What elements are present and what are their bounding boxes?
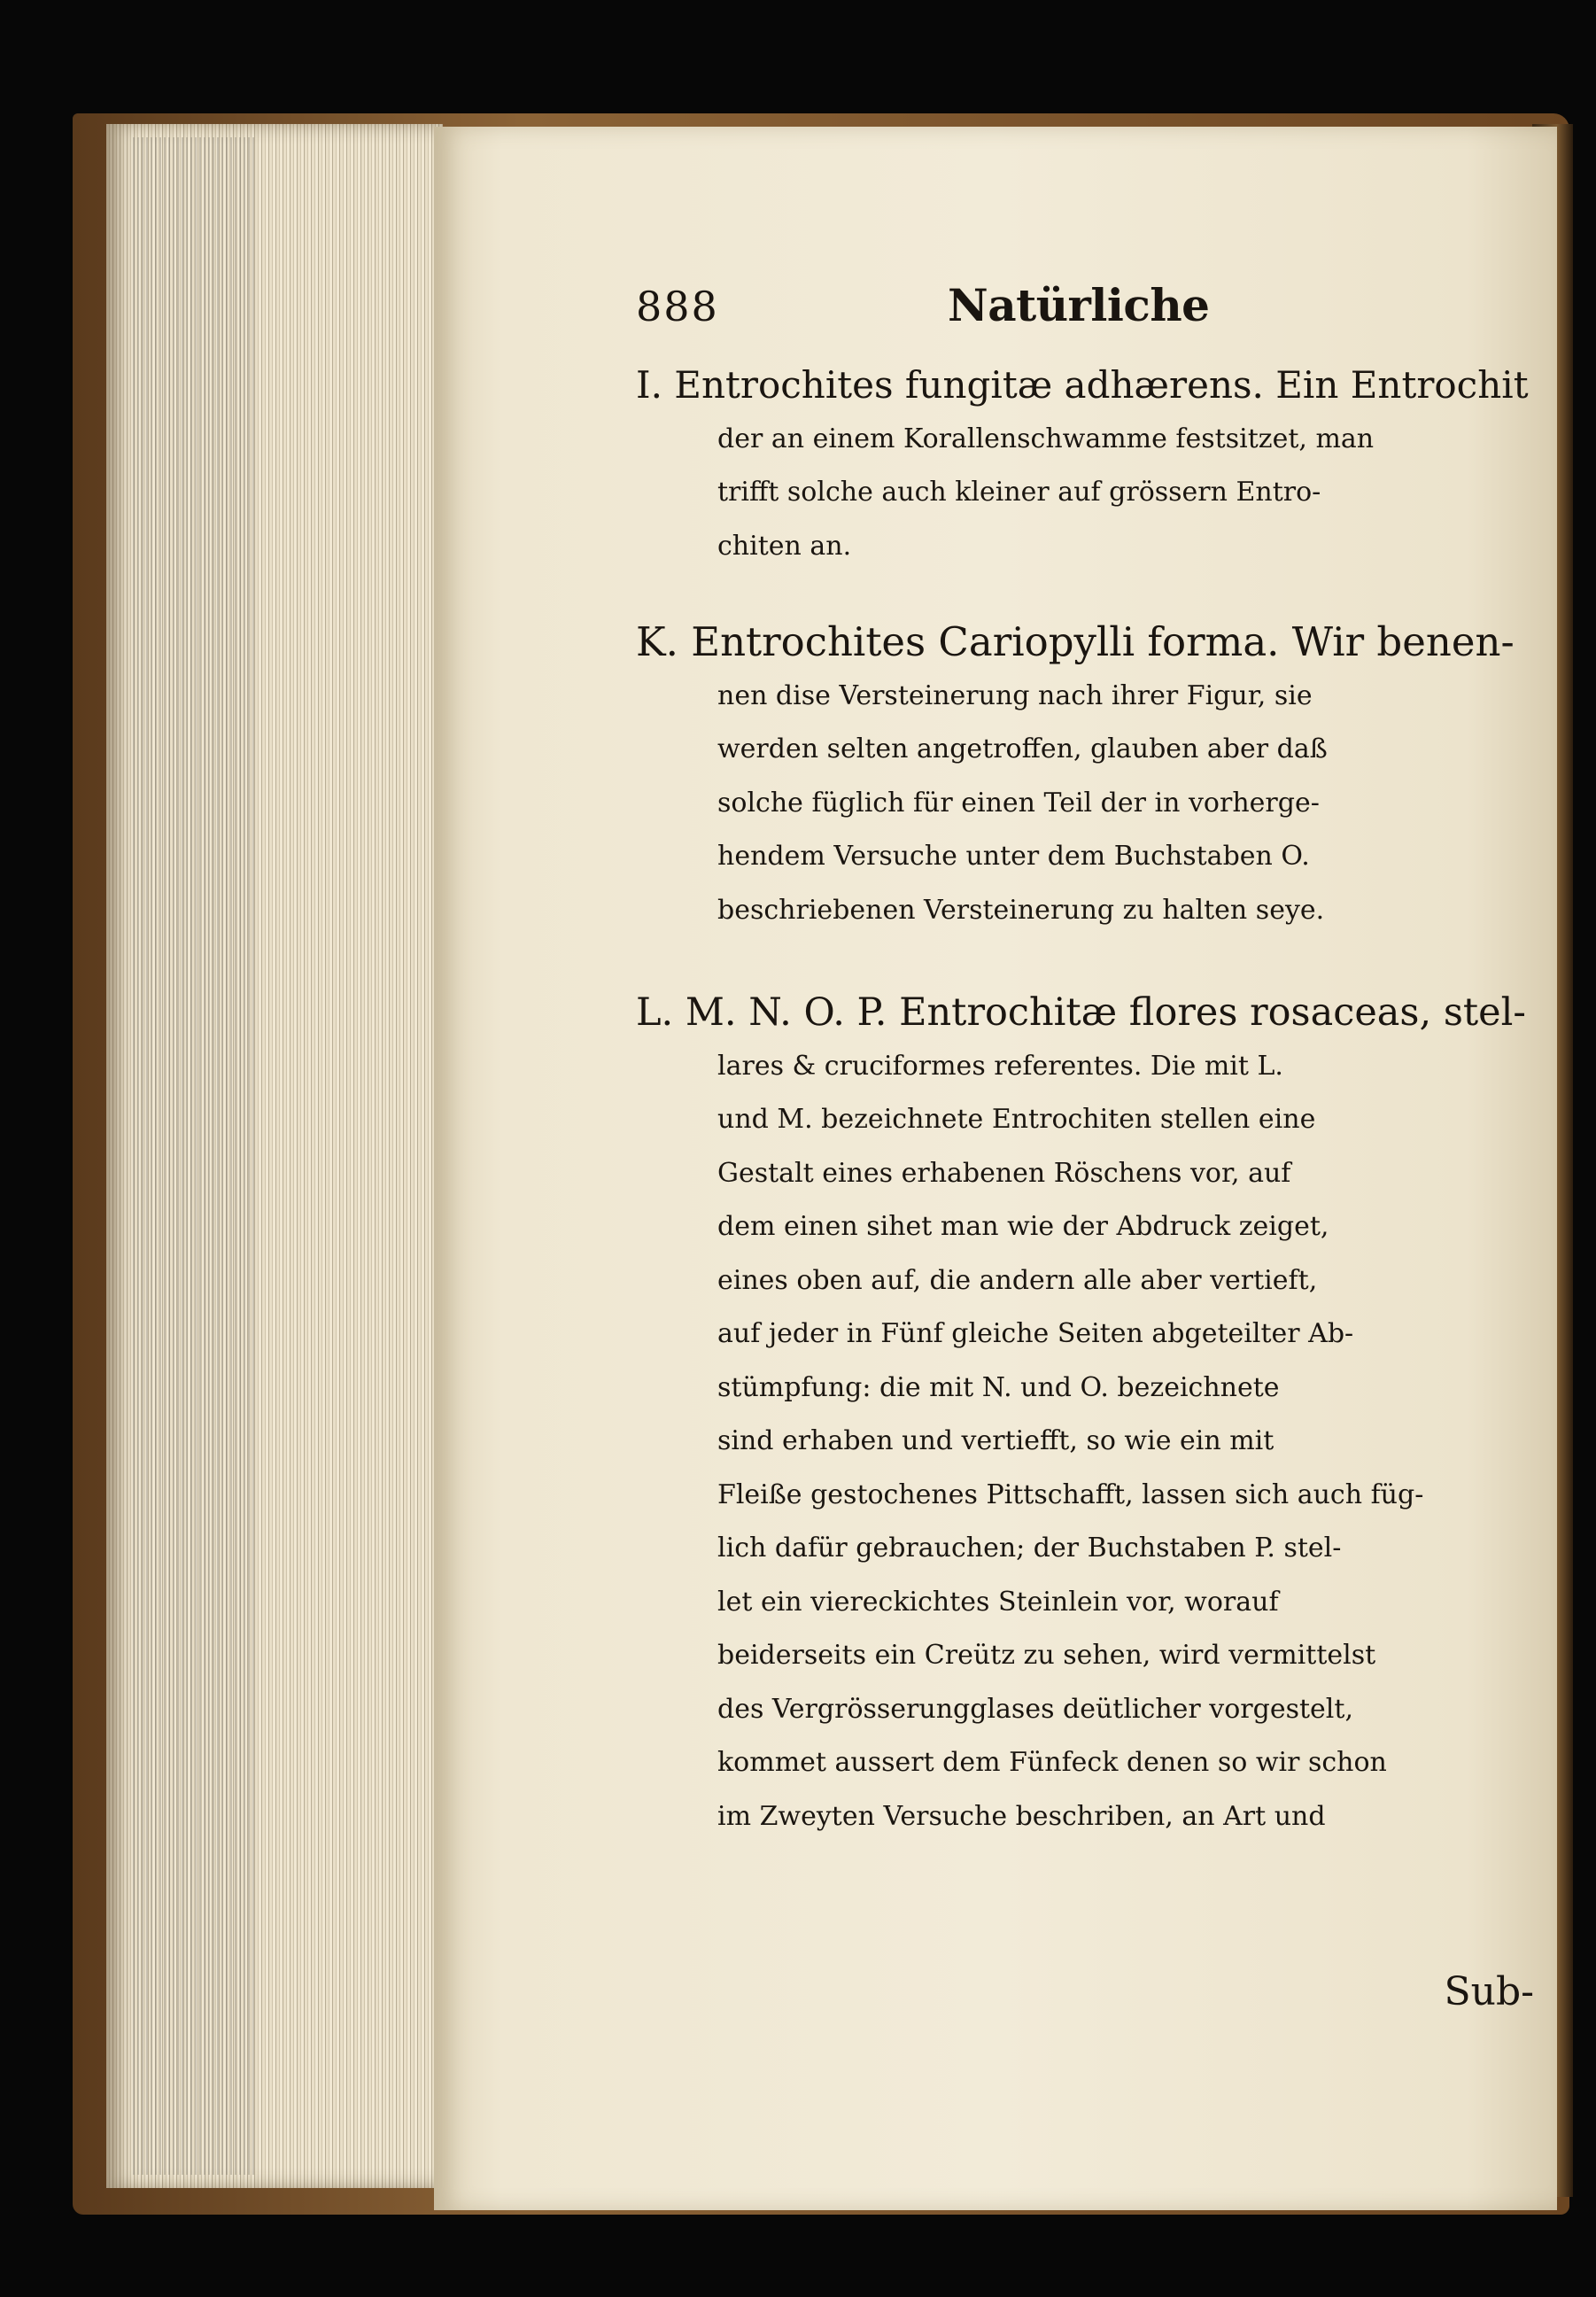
entry-line: eines oben auf, die andern alle aber vertieft, [717, 1264, 1318, 1296]
entry-line: I. Entrochites fungitæ adhærens. Ein Entrochit [636, 363, 1529, 407]
entry-i [636, 359, 1530, 573]
entry-line: let ein viereckichtes Steinlein vor, worauf [717, 1586, 1279, 1618]
book-page [434, 127, 1557, 2210]
entry-line: beschriebenen Versteinerung zu halten seye. [717, 894, 1325, 926]
entry-line: solche füglich für einen Teil der in vorherge- [717, 787, 1320, 819]
entry-lmnop [636, 986, 1530, 1843]
entry-line: sind erhaben und vertiefft, so wie ein mit [717, 1425, 1274, 1456]
entry-line: lares & cruciformes referentes. Die mit L. [717, 1050, 1283, 1082]
entry-line: nen dise Versteinerung nach ihrer Figur, sie [717, 679, 1313, 711]
entry-line: auf jeder in Fünf gleiche Seiten abgeteilter Ab- [717, 1318, 1354, 1349]
entry-line: trifft solche auch kleiner auf grössern Entro- [717, 477, 1321, 508]
entry-line: hendem Versuche unter dem Buchstaben O. [717, 841, 1310, 872]
entry-line: lich dafür gebrauchen; der Buchstaben P. stel- [717, 1533, 1342, 1564]
entry-line: und M. bezeichnete Entrochiten stellen eine [717, 1104, 1316, 1135]
entry-k [636, 616, 1530, 937]
page-edges-shadow [133, 137, 257, 2175]
page-number: 888 [636, 283, 719, 330]
page-text [434, 127, 1557, 2210]
entry-line: beiderseits ein Creütz zu sehen, wird vermittelst [717, 1640, 1376, 1671]
entry-line: werden selten angetroffen, glauben aber daß [717, 733, 1328, 764]
entry-line: Fleiße gestochenes Pittschafft, lassen sich auch füg- [717, 1478, 1424, 1510]
entry-line: stümpfung: die mit N. und O. bezeichnete [717, 1371, 1280, 1403]
entry-line: im Zweyten Versuche beschriben, an Art und [717, 1800, 1326, 1832]
running-title: Natürliche [948, 279, 1210, 331]
entry-line: L. M. N. O. P. Entrochitæ flores rosaceas, stel- [636, 990, 1526, 1035]
entry-line: K. Entrochites Cariopylli forma. Wir benen- [636, 618, 1515, 665]
entry-line: Gestalt eines erhabenen Röschens vor, auf [717, 1157, 1291, 1189]
entry-line: der an einem Korallenschwamme festsitzet, man [717, 423, 1375, 454]
entry-line: des Vergrösserungglases deütlicher vorgestelt, [717, 1693, 1353, 1725]
entry-line: dem einen sihet man wie der Abdruck zeiget, [717, 1211, 1329, 1242]
catchword: Sub- [1444, 1969, 1534, 2014]
entry-line: kommet aussert dem Fünfeck denen so wir schon [717, 1747, 1387, 1778]
entry-line: chiten an. [717, 530, 852, 562]
